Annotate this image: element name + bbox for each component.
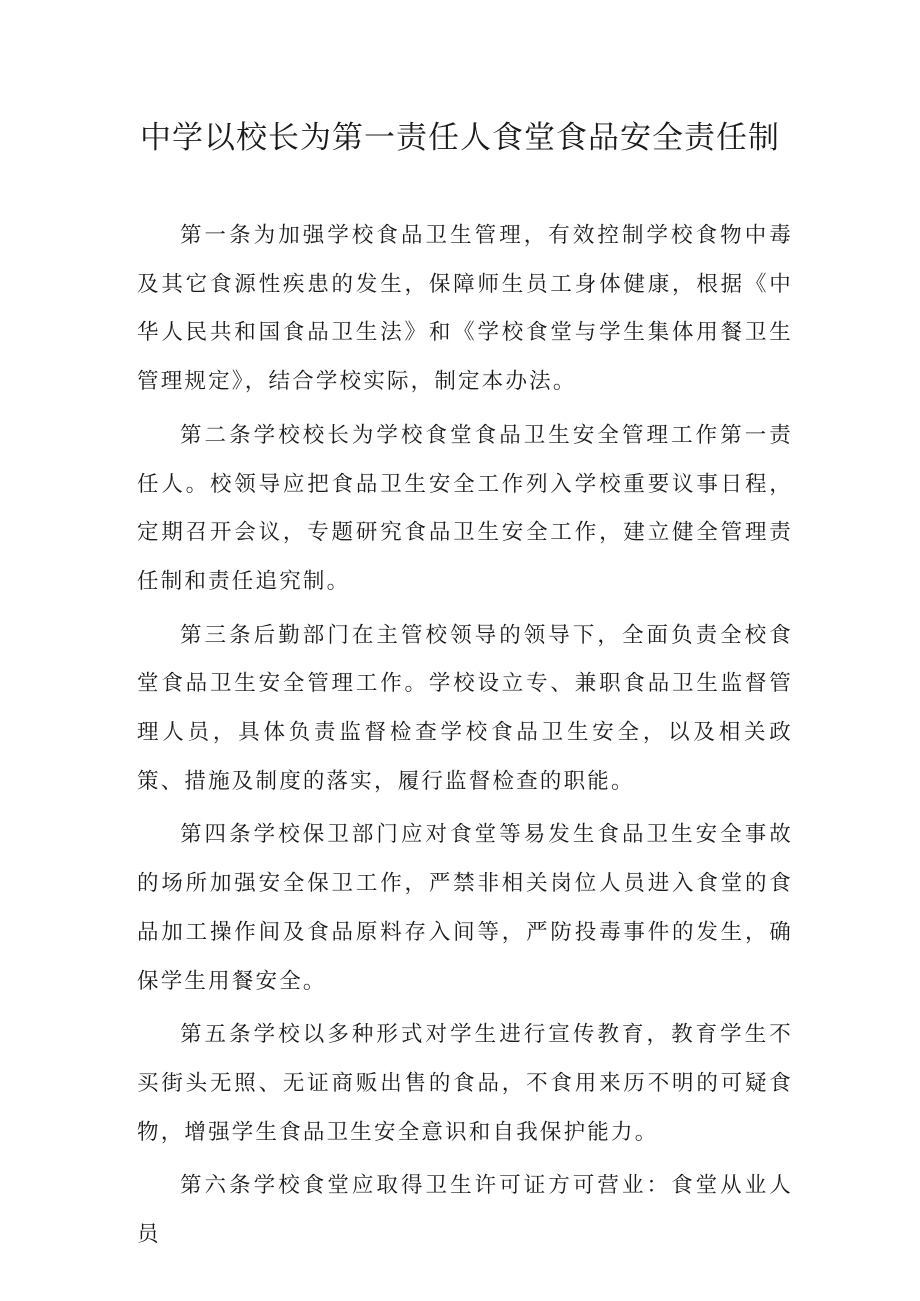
article-1-paragraph: 第一条为加强学校食品卫生管理，有效控制学校食物中毒及其它食源性疾患的发生，保障师生员工身体健康，根据《中华人民共和国食品卫生法》和《学校食堂与学生集体用餐卫生管理规定》，结合学校实际，制定本办法。 bbox=[137, 223, 793, 395]
document-body bbox=[137, 212, 793, 1265]
article-4-paragraph: 第四条学校保卫部门应对食堂等易发生食品卫生安全事故的场所加强安全保卫工作，严禁非相关岗位人员进入食堂的食品加工操作间及食品原料存入间等，严防投毒事件的发生，确保学生用餐安全。 bbox=[137, 822, 793, 994]
article-6-paragraph: 第六条学校食堂应取得卫生许可证方可营业：食堂从业人员 bbox=[137, 1173, 793, 1248]
article-2-paragraph: 第二条学校校长为学校食堂食品卫生安全管理工作第一责任人。校领导应把食品卫生安全工作列入学校重要议事日程，定期召开会议，专题研究食品卫生安全工作，建立健全管理责任制和责任追究制。 bbox=[137, 422, 793, 594]
article-3-paragraph: 第三条后勤部门在主管校领导的领导下，全面负责全校食堂食品卫生安全管理工作。学校设立专、兼职食品卫生监督管理人员，具体负责监督检查学校食品卫生安全，以及相关政策、措施及制度的落实，履行监督检查的职能。 bbox=[137, 622, 793, 794]
document-title: 中学以校长为第一责任人食堂食品安全责任制 bbox=[140, 120, 780, 156]
article-5-paragraph: 第五条学校以多种形式对学生进行宣传教育，教育学生不买街头无照、无证商贩出售的食品，不食用来历不明的可疑食物，增强学生食品卫生安全意识和自我保护能力。 bbox=[137, 1022, 793, 1145]
